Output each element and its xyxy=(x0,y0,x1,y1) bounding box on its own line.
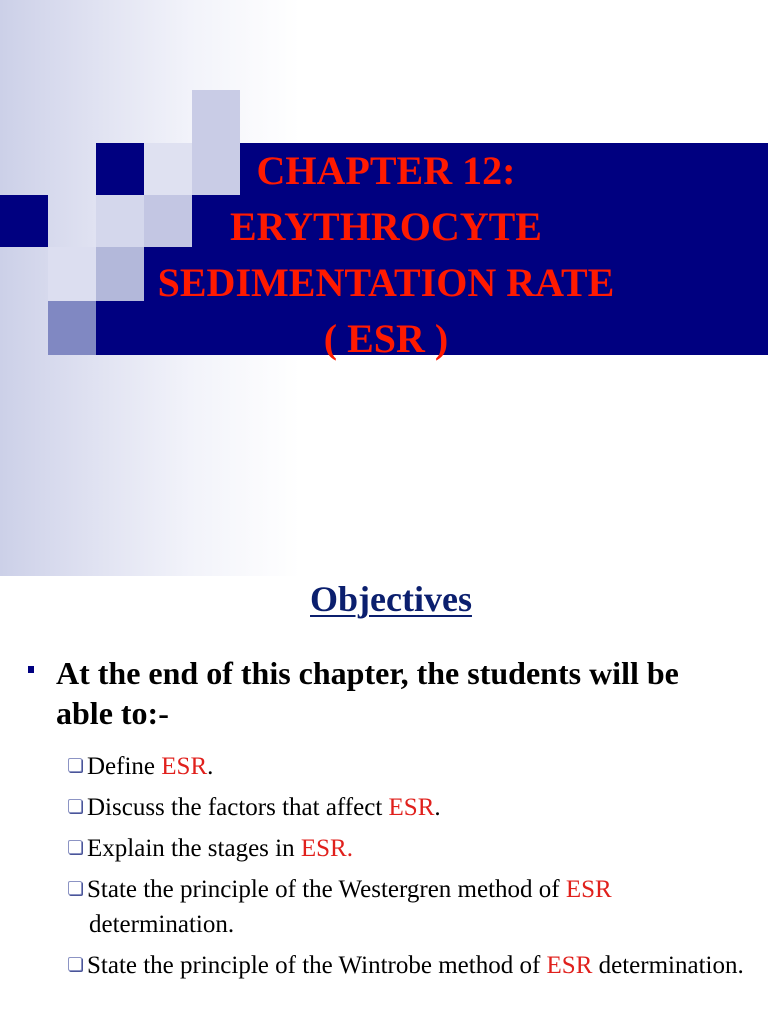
title-line: CHAPTER 12: xyxy=(256,148,516,193)
deco-square xyxy=(48,247,96,301)
navy-accent-band-left xyxy=(0,195,48,247)
checkbox-bullet-icon xyxy=(68,957,82,971)
objectives-slide xyxy=(0,576,768,1024)
checkbox-bullet-icon xyxy=(68,758,82,772)
objective-text-end: . xyxy=(207,753,214,780)
objective-item xyxy=(68,790,758,825)
esr-term: ESR. xyxy=(300,835,353,862)
deco-square xyxy=(48,301,96,355)
objective-item xyxy=(68,831,758,866)
checkbox-bullet-icon xyxy=(68,799,82,813)
esr-term: ESR xyxy=(565,876,612,903)
objective-text: Discuss the factors that affect xyxy=(87,794,389,821)
objective-text-end: determination. xyxy=(592,952,744,979)
esr-term: ESR xyxy=(161,753,208,780)
objectives-lead-text: At the end of this chapter, the students will be able to:- xyxy=(56,655,679,731)
objective-text-end: . xyxy=(434,794,441,821)
esr-term: ESR xyxy=(546,952,593,979)
esr-term: ESR xyxy=(388,794,435,821)
objective-item xyxy=(68,872,758,942)
objective-item xyxy=(68,948,758,983)
objectives-heading: Objectives xyxy=(310,579,472,619)
objectives-list xyxy=(68,749,758,989)
objective-item xyxy=(68,749,758,784)
square-bullet-icon xyxy=(28,666,34,673)
title-line: ( ESR ) xyxy=(323,316,449,361)
title-line: SEDIMENTATION RATE xyxy=(157,260,615,305)
objective-text-end: determination. xyxy=(89,911,235,938)
checkbox-bullet-icon xyxy=(68,840,82,854)
checkbox-bullet-icon xyxy=(68,881,82,895)
objective-text: Explain the stages in xyxy=(87,835,301,862)
objective-text: Define xyxy=(87,753,162,780)
objective-text: State the principle of the Westergren method of xyxy=(87,876,566,903)
objective-text: State the principle of the Wintrobe method of xyxy=(87,952,547,979)
slide-title xyxy=(96,143,676,367)
deco-square xyxy=(192,90,240,143)
title-line: ERYTHROCYTE xyxy=(230,204,542,249)
